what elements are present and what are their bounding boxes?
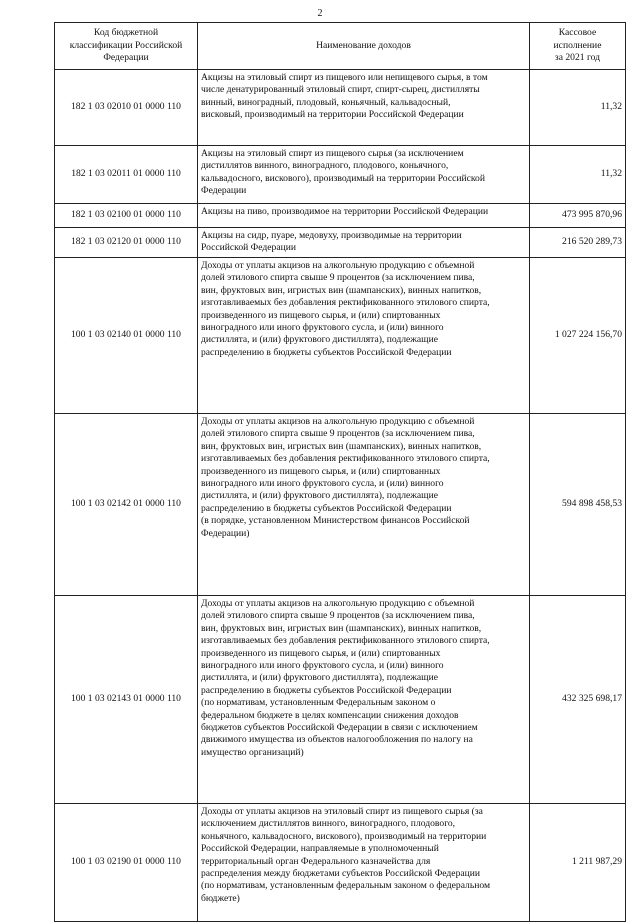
revenue-name-line: виноградного или иного фруктового сусла, и (или) винного: [201, 660, 444, 672]
revenue-name-cell: [198, 414, 530, 596]
revenue-name-line: Акцизы на сидр, пуаре, медовуху, производимые на территории: [201, 230, 462, 241]
revenue-name-cell: [198, 804, 530, 922]
revenue-name-line: долей этилового спирта свыше 9 процентов (за исключением пива,: [201, 272, 475, 284]
header-amount: [530, 23, 626, 70]
table-row: [55, 414, 626, 596]
revenue-name-cell: [198, 70, 530, 146]
revenue-name-line: дистиллята, и (или) фруктового дистиллята), подлежащие: [201, 334, 438, 346]
revenue-name-line: Акцизы на этиловый спирт из пищевого сырья (за исключением: [201, 148, 464, 159]
revenue-name-line: виноградного или иного фруктового сусла, и (или) винного: [201, 322, 444, 334]
budget-code-cell: 100 1 03 02140 01 0000 110: [55, 258, 198, 414]
revenue-name-line: (по нормативам, установленным Федеральным законом о: [201, 697, 436, 709]
revenue-name-line: произведенного из пищевого сырья, и (или) спиртованных: [201, 465, 441, 477]
revenue-name-line: вин, фруктовых вин, игристых вин (шампанских), винных напитков,: [201, 622, 482, 634]
table-row: [55, 228, 626, 258]
table-body: [55, 70, 626, 922]
header-name-line: Наименование доходов: [316, 39, 411, 51]
budget-code-cell: 100 1 03 02143 01 0000 110: [55, 596, 198, 804]
revenue-name-line: изготавливаемых без добавления ректификованного этилового спирта,: [201, 635, 490, 647]
revenue-name-line: распределению в бюджеты субъектов Российской Федерации: [201, 502, 452, 514]
revenue-name-line: движимого имущества из объектов налогообложения по налогу на: [201, 734, 473, 746]
revenue-name-line: кальвадосного, вискового), производимый на территории Российской: [201, 172, 485, 184]
amount-cell: 473 995 870,96: [530, 204, 626, 228]
amount-cell: 1 027 224 156,70: [530, 258, 626, 414]
revenue-name-line: Доходы от уплаты акцизов на этиловый спирт из пищевого сырья (за: [201, 806, 483, 817]
revenue-name-line: долей этилового спирта свыше 9 процентов (за исключением пива,: [201, 428, 475, 440]
revenue-name-cell: [198, 596, 530, 804]
revenue-name-line: вин, фруктовых вин, игристых вин (шампанских), винных напитков,: [201, 440, 482, 452]
table-row: [55, 258, 626, 414]
revenue-name-line: Федерации: [201, 185, 247, 197]
budget-code-cell: 182 1 03 02011 01 0000 110: [55, 146, 198, 204]
revenue-name-line: виноградного или иного фруктового сусла, и (или) винного: [201, 478, 444, 490]
header-name: [198, 23, 530, 70]
revenue-name-line: произведенного из пищевого сырья, и (или) спиртованных: [201, 309, 441, 321]
amount-cell: 11,32: [530, 146, 626, 204]
amount-cell: 594 898 458,53: [530, 414, 626, 596]
amount-cell: 1 211 987,29: [530, 804, 626, 922]
revenue-name-line: изготавливаемых без добавления ректификованного этилового спирта,: [201, 297, 490, 309]
revenue-name-line: распределению в бюджеты субъектов Российской Федерации: [201, 346, 452, 358]
revenue-name-line: (в порядке, установленном Министерством финансов Российской: [201, 515, 470, 527]
table-row: [55, 146, 626, 204]
revenue-name-line: Доходы от уплаты акцизов на алкогольную продукцию с объемной: [201, 598, 475, 609]
revenue-name-line: дистиллята, и (или) фруктового дистиллята), подлежащие: [201, 490, 438, 502]
revenue-name-line: имущество организаций): [201, 746, 304, 758]
revenue-name-line: Акцизы на этиловый спирт из пищевого или непищевого сырья, в том: [201, 72, 488, 83]
budget-code-cell: 182 1 03 02100 01 0000 110: [55, 204, 198, 228]
revenue-name-line: Доходы от уплаты акцизов на алкогольную продукцию с объемной: [201, 260, 475, 271]
revenue-name-line: бюджетов субъектов Российской Федерации в связи с исключением: [201, 722, 478, 734]
revenue-name-line: числе денатурированный этиловый спирт, спирт-сырец, дистилляты: [201, 84, 480, 96]
amount-cell: 216 520 289,73: [530, 228, 626, 258]
header-code-line: Федерации: [103, 52, 149, 64]
revenue-name-line: вин, фруктовых вин, игристых вин (шампанских), винных напитков,: [201, 284, 482, 296]
revenue-name-line: Акцизы на пиво, производимое на территории Российской Федерации: [201, 206, 489, 217]
header-code-line: Код бюджетной: [93, 27, 159, 39]
revenue-name-line: Российской Федерации, направляемые в уполномоченный: [201, 843, 439, 855]
revenue-name-line: винный, виноградный, плодовый, коньячный, кальвадосный,: [201, 96, 451, 108]
table-row: [55, 70, 626, 146]
revenue-name-line: исключением дистиллятов винного, виноградного, плодового,: [201, 818, 456, 830]
revenue-table: [54, 22, 626, 922]
header-code-line: классификации Российской: [69, 39, 183, 51]
revenue-name-line: коньячного, кальвадосного, вискового), производимый на территории: [201, 830, 487, 842]
budget-code-cell: 182 1 03 02010 01 0000 110: [55, 70, 198, 146]
table-header-row: [55, 23, 626, 70]
revenue-name-line: Федерации): [201, 527, 250, 539]
revenue-name-line: висковый, производимый на территории Российской Федерации: [201, 109, 464, 121]
revenue-name-line: распределению в бюджеты субъектов Российской Федерации: [201, 684, 452, 696]
revenue-name-line: дистиллята, и (или) фруктового дистиллята), подлежащие: [201, 672, 438, 684]
header-amount-line: за 2021 год: [554, 52, 601, 64]
revenue-name-line: дистиллятов винного, виноградного, плодового, коньячного,: [201, 160, 449, 172]
revenue-name-line: распределения между бюджетами субъектов Российской Федерации: [201, 868, 481, 880]
amount-cell: 432 325 698,17: [530, 596, 626, 804]
budget-code-cell: 182 1 03 02120 01 0000 110: [55, 228, 198, 258]
revenue-name-line: произведенного из пищевого сырья, и (или) спиртованных: [201, 647, 441, 659]
budget-code-cell: 100 1 03 02190 01 0000 110: [55, 804, 198, 922]
revenue-name-line: территориальный орган Федерального казначейства для: [201, 855, 431, 867]
revenue-name-line: Доходы от уплаты акцизов на алкогольную продукцию с объемной: [201, 416, 475, 427]
amount-cell: 11,32: [530, 70, 626, 146]
revenue-name-line: бюджете): [201, 892, 240, 904]
revenue-name-line: изготавливаемых без добавления ректификованного этилового спирта,: [201, 453, 490, 465]
revenue-name-cell: [198, 228, 530, 258]
revenue-name-cell: [198, 204, 530, 228]
revenue-name-line: федеральном бюджете в целях компенсации снижения доходов: [201, 709, 459, 721]
header-amount-line: Кассовое: [558, 27, 597, 39]
header-amount-line: исполнение: [553, 39, 602, 51]
table-row: [55, 804, 626, 922]
revenue-name-cell: [198, 258, 530, 414]
table-row: [55, 596, 626, 804]
page-number: 2: [317, 8, 323, 19]
revenue-name-line: (по нормативам, установленным федеральным законом о федеральном: [201, 880, 491, 892]
table-row: [55, 204, 626, 228]
budget-code-cell: 100 1 03 02142 01 0000 110: [55, 414, 198, 596]
revenue-name-line: Российской Федерации: [201, 242, 296, 254]
header-code: [55, 23, 198, 70]
revenue-name-line: долей этилового спирта свыше 9 процентов (за исключением пива,: [201, 610, 475, 622]
revenue-name-cell: [198, 146, 530, 204]
